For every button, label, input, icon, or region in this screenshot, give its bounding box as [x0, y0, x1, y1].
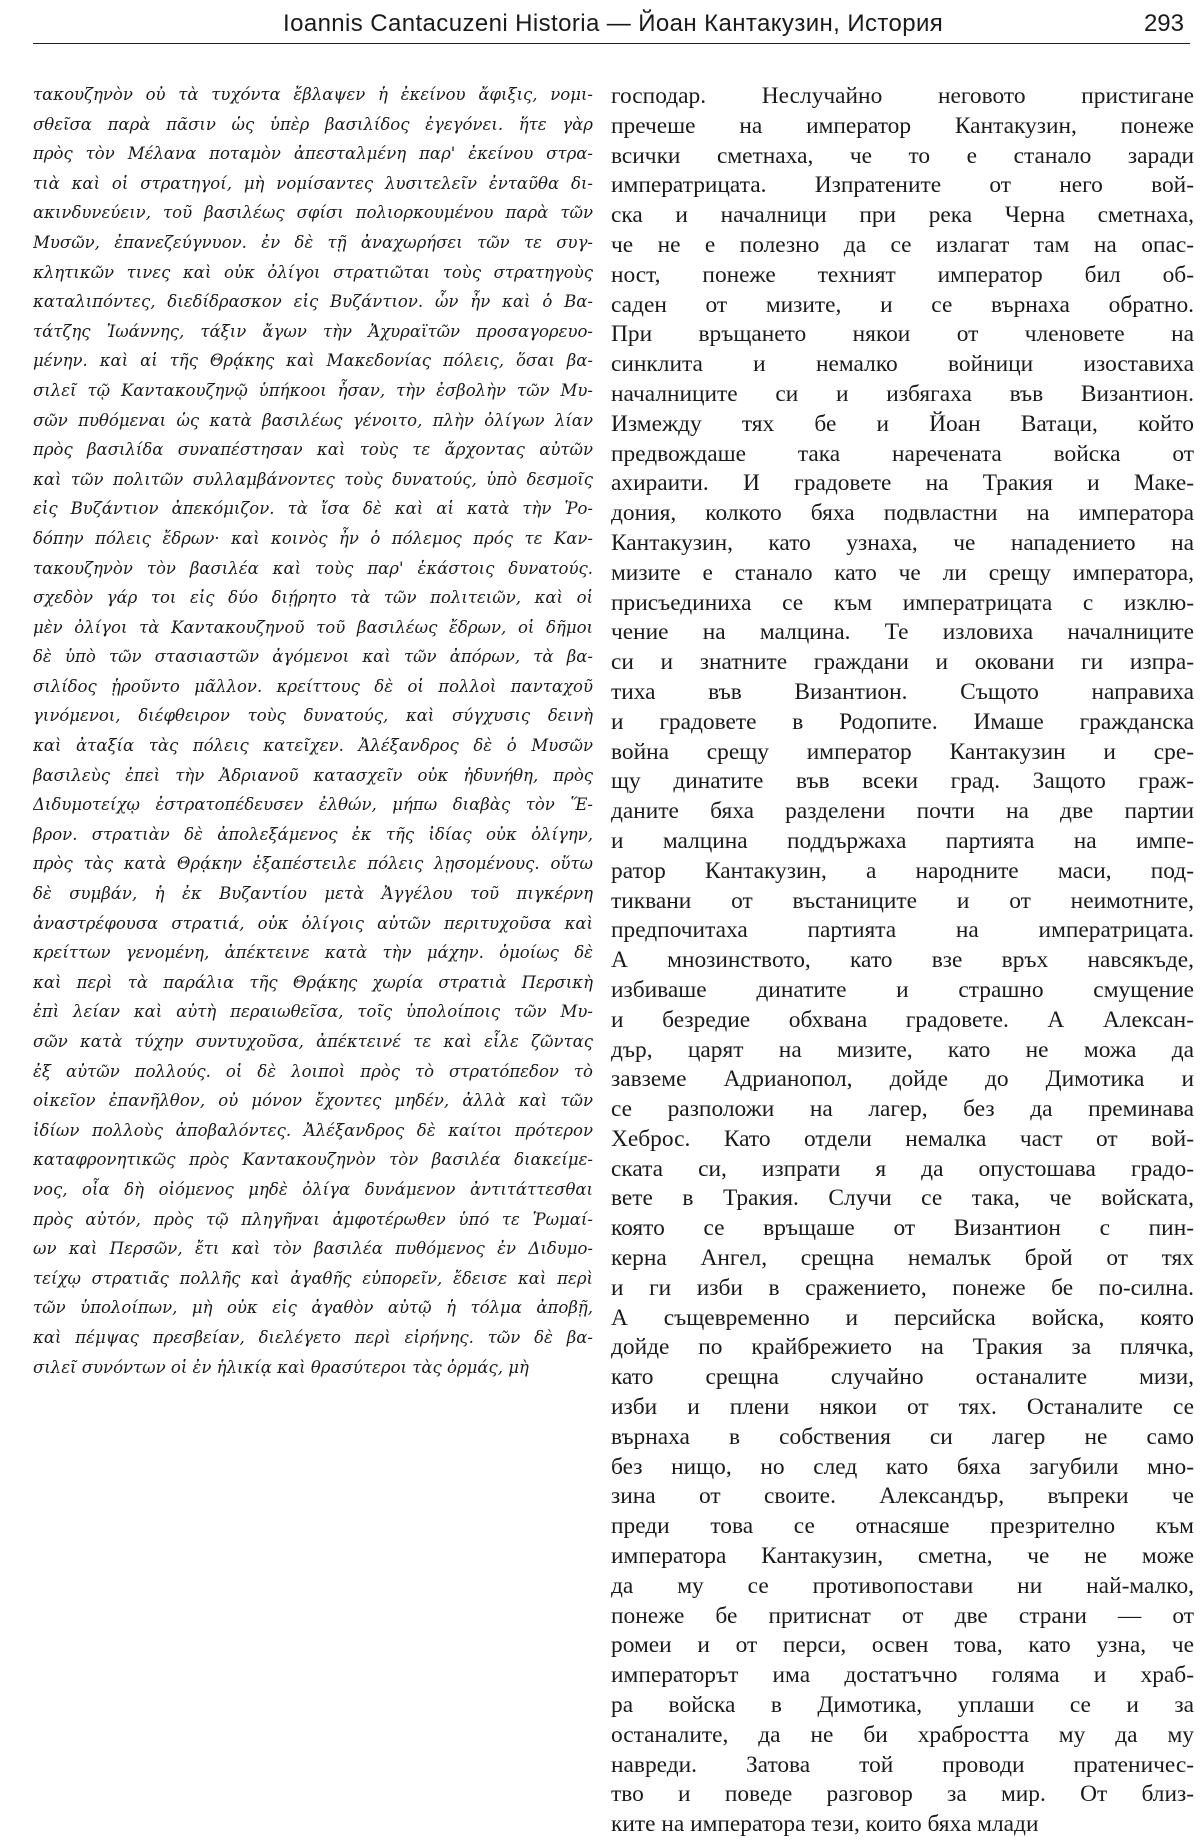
greek-text-line: σιλεῖ τῷ Καντακουζηνῷ ὑπήκοοι ἦσαν, τὴν ἐσβολὴν τῶν Μυ- — [33, 380, 593, 400]
greek-text-line: Μυσῶν, ἐπανεζεύγνυον. ἐν δὲ τῇ ἀναχωρήσει τῶν τε συγ- — [33, 232, 593, 252]
greek-text-line: ἐξ αὐτῶν πολλούς. οἱ δὲ λοιποὶ πρὸς τὸ στρατόπεδον τὸ — [33, 1061, 593, 1081]
bulgarian-text-line: А мнозинството, като взе връх навсякъде, — [611, 947, 1194, 974]
bulgarian-text-line: дония, колкото бяха подвластни на императора — [611, 500, 1194, 527]
bulgarian-text-line: и градовете в Родопите. Имаше гражданска — [611, 708, 1194, 735]
bulgarian-text-line: навреди. Затова той проводи пратеничес- — [611, 1751, 1194, 1778]
bulgarian-text-line: саден от мизите, и се върнаха обратно. — [611, 291, 1194, 318]
bulgarian-text-line: като срещна случайно останалите мизи, — [611, 1364, 1194, 1391]
bulgarian-text-line: и малцина поддържаха партията на импе- — [611, 827, 1194, 854]
bulgarian-text-line: даните бяха разделени почти на две партии — [611, 798, 1194, 825]
bulgarian-text-line: понеже бе притиснат от две страни — от — [611, 1602, 1194, 1629]
greek-text-line: τιὰ καὶ οἱ στρατηγοί, μὴ νομίσαντες λυσιτελεῖν ἐνταῦθα δι- — [33, 173, 593, 193]
bulgarian-text-line: всички сметнаха, че то е станало заради — [611, 142, 1194, 169]
bulgarian-text-line: императора Кантакузин, сметна, че не може — [611, 1543, 1194, 1570]
greek-text-line: σιλεῖ συνόντων οἱ ἐν ἡλικίᾳ καὶ θρασύτεροι τὰς ὁρμάς, μὴ — [33, 1357, 529, 1377]
bulgarian-text-line: и ги изби в сражението, понеже бе по-силна. — [611, 1274, 1194, 1301]
bulgarian-text-line: предвождаше така наречената войска от — [611, 440, 1194, 467]
bulgarian-text-line: изби и плени някои от тях. Останалите се — [611, 1394, 1194, 1421]
bulgarian-text-line: и безредие обхвана градовете. А Алексан- — [611, 1006, 1194, 1033]
greek-text-line: ἐπὶ λείαν καὶ αὐτὴ περαιωθεῖσα, τοῖς ὑπολοίποις τῶν Μυ- — [33, 1002, 593, 1022]
bulgarian-text-line: която се връщаше от Византион с пин- — [611, 1215, 1194, 1242]
greek-text-line: μὲν ὀλίγοι τὰ Καντακουζηνοῦ τοῦ βασιλέως ἔδρων, οἱ δῆμοι — [33, 617, 593, 637]
greek-text-line: νος, οἷα δὴ οἰόμενος μηδὲ ὀλίγα δυνάμενον ἀντιτάττεσθαι — [33, 1179, 593, 1199]
bulgarian-text-line: А същевременно и персийска войска, която — [611, 1304, 1194, 1331]
bulgarian-text-line: без нищо, но след като бяха загубили мно- — [611, 1453, 1194, 1480]
bulgarian-text-line: господар. Неслучайно неговото пристигане — [611, 83, 1194, 109]
bulgarian-text-line: ност, понеже техният император бил об- — [611, 261, 1194, 288]
greek-text-line: καὶ ἀταξία τὰς πόλεις κατεῖχεν. Ἀλέξανδρος δὲ ὁ Μυσῶν — [33, 736, 593, 756]
bulgarian-text-line: ратор Кантакузин, а народните маси, под- — [611, 857, 1194, 884]
greek-text-line: μένην. καὶ αἱ τῆς Θρᾴκης καὶ Μακεδονίας πόλεις, ὅσαι βα- — [33, 351, 593, 371]
bulgarian-text-line: Кантакузин, като узнаха, че нападението на — [611, 529, 1194, 556]
greek-text-line: τῶν ὑπολοίπων, μὴ οὐκ εἰς ἀγαθὸν αὐτῷ ἡ τόλμα ἀποβῇ, — [33, 1298, 593, 1318]
greek-text-line: πρὸς βασιλίδα συναπέστησαν καὶ τοὺς τε ἄρχοντας αὐτῶν — [33, 440, 593, 460]
greek-text-line: πρὸς τὰς κατὰ Θρᾴκην ἐξαπέστειλε πόλεις λῃσομένους. οὕτω — [33, 854, 593, 874]
greek-text-line: σιλίδος ᾑροῦντο μᾶλλον. κρείττους δὲ οἱ πολλοὶ πανταχοῦ — [33, 676, 593, 696]
bulgarian-text-line: тиха във Византион. Същото направиха — [611, 678, 1194, 705]
bulgarian-text-line: тиквани от въстаниците и от неимотните, — [611, 887, 1194, 914]
greek-text-line: πρὸς αὐτόν, πρὸς τῷ πληγῆναι ἀμφοτέρωθεν ὑπό τε Ῥωμαί- — [33, 1209, 593, 1229]
bulgarian-text-line: началниците си и избягаха във Византион. — [611, 380, 1194, 407]
greek-text-line: τείχῳ στρατιᾶς πολλῆς καὶ ἀγαθῆς εὐπορεῖν, ἔδεισε καὶ περὶ — [33, 1268, 593, 1288]
bulgarian-text-line: мизите е станало като че ли срещу императора, — [611, 559, 1194, 586]
greek-text-line: γινόμενοι, διέφθειρον τοὺς δυνατούς, καὶ σύγχυσις δεινὴ — [33, 706, 593, 726]
bulgarian-text-line: императрицата. Изпратените от него вой- — [611, 172, 1194, 199]
bulgarian-text-line: върнаха в собствения си лагер не само — [611, 1423, 1194, 1450]
bulgarian-text-line: завземе Адрианопол, дойде до Димотика и — [611, 1066, 1194, 1093]
greek-text-line: δόπην πόλεις ἔδρων· καὶ κοινὸς ἦν ὁ πόλεμος πρός τε Καν- — [33, 528, 593, 548]
greek-text-line: τακουζηνὸν οὐ τὰ τυχόντα ἔβλαψεν ἡ ἐκείνου ἄφιξις, νομι- — [33, 85, 593, 104]
bulgarian-text-line: ска и началници при река Черна сметнаха, — [611, 202, 1194, 229]
greek-text-line: δὲ ὑπὸ τῶν στασιαστῶν ἀγόμενοι καὶ τῶν ἀπόρων, τὰ βα- — [33, 647, 593, 667]
greek-text-line: σῶν κατὰ τύχην συντυχοῦσα, ἀπέκτεινέ τε καὶ εἷλε ζῶντας — [33, 1032, 593, 1051]
greek-text-line: καταφρονητικῶς πρὸς Καντακουζηνὸν τὸν βασιλέα διακείμε- — [33, 1150, 593, 1170]
greek-text-line: κρείττων γενομένη, ἀπέκτεινε κατὰ τὴν μάχην. ὁμοίως δὲ — [33, 943, 593, 963]
greek-text-line: πρὸς τὸν Μέλανα ποταμὸν ἀπεσταλμένη παρ' ἐκείνου στρα- — [33, 144, 593, 164]
bulgarian-text-line: зина от своите. Александър, въпреки че — [611, 1483, 1194, 1510]
bulgarian-text-line: ромеи и от перси, освен това, като узна, че — [611, 1632, 1194, 1659]
greek-text-line: σχεδὸν γάρ τοι εἰς δύο διῄρητο τὰ τῶν πολιτειῶν, καὶ οἱ — [33, 588, 593, 608]
page-number: 293 — [1143, 10, 1184, 37]
greek-text-line: καταλιπόντες, διεδίδρασκον εἰς Βυζάντιον. ὧν ἦν καὶ ὁ Βα- — [33, 292, 593, 312]
bulgarian-text-line: си и знатните граждани и оковани ги изпра- — [611, 649, 1194, 676]
running-header — [33, 7, 1190, 44]
running-title: Ioannis Cantacuzeni Historia — Йоан Кантакузин, История — [283, 10, 944, 37]
bulgarian-text-line: избиваше динатите и страшно смущение — [611, 976, 1194, 1003]
greek-text-line: βασιλεὺς ἐπεὶ τὴν Ἀδριανοῦ κατασχεῖν οὐκ ἠδυνήθη, πρὸς — [33, 765, 593, 785]
bulgarian-text-line: пречеше на император Кантакузин, понеже — [611, 112, 1194, 139]
greek-text-line: βρον. στρατιὰν δὲ ἀπολεξάμενος ἐκ τῆς ἰδίας οὐκ ὀλίγην, — [33, 824, 593, 844]
bulgarian-text-line: ахираити. И градовете на Тракия и Маке- — [611, 470, 1194, 497]
bulgarian-text-line: да му се противопостави ни най-малко, — [611, 1572, 1194, 1599]
bulgarian-text-line: синклита и немалко войници изоставиха — [611, 351, 1194, 378]
bulgarian-text-line: чение на малцина. Те изловиха началниците — [611, 619, 1194, 646]
bulgarian-text-line: ките на императора тези, които бяха млади — [611, 1811, 1039, 1838]
bulgarian-text-line: преди това се отнасяше презрително към — [611, 1513, 1194, 1540]
bulgarian-text-line: императорът има достатъчно голяма и храб- — [611, 1662, 1194, 1689]
greek-text-line: καὶ τῶν πολιτῶν συλλαμβάνοντες τοὺς δυνατούς, ὑπὸ δεσμοῖς — [33, 469, 593, 489]
greek-text-line: οἰκεῖον ἐπανῆλθον, οὐ μόνον ἔχοντες μηδέν, ἀλλὰ καὶ τῶν — [33, 1091, 593, 1111]
bulgarian-text-line: дойде по крайбрежието на Тракия за плячка, — [611, 1334, 1194, 1361]
greek-text-column — [33, 80, 593, 1382]
bulgarian-text-line: вете в Тракия. Случи се така, че войската, — [611, 1185, 1194, 1212]
greek-text-line: δὲ συμβάν, ἡ ἐκ Βυζαντίου μετὰ Ἀγγέλου τοῦ πιγκέρνη — [33, 884, 593, 904]
bulgarian-text-line: ра войска в Димотика, уплаши се и за — [611, 1692, 1194, 1719]
bulgarian-text-line: предпочитаха партията на императрицата. — [611, 917, 1194, 944]
greek-text-line: σῶν πυθόμεναι ὡς κατὰ βασιλέως γένοιτο, πλὴν ὀλίγων λίαν — [33, 410, 593, 430]
bulgarian-text-line: дър, царят на мизите, като не можа да — [611, 1036, 1194, 1063]
bulgarian-text-line: При връщането някои от членовете на — [611, 321, 1194, 348]
greek-text-line: ἀναστρέφουσα στρατιά, οὐκ ὀλίγοις αὐτῶν περιτυχοῦσα καὶ — [33, 913, 593, 933]
bulgarian-text-line: останалите, да не би храбростта му да му — [611, 1721, 1194, 1748]
greek-text-line: τακουζηνὸν τὸν βασιλέα καὶ τοὺς παρ' ἑκάστοις δυνατούς. — [33, 558, 593, 578]
bulgarian-text-line: ската си, изпрати я да опустошава градо- — [611, 1155, 1194, 1182]
bulgarian-text-line: че не е полезно да се излагат там на опас- — [611, 231, 1194, 258]
bulgarian-text-line: война срещу император Кантакузин и сре- — [611, 738, 1194, 765]
bulgarian-text-line: тво и поведе разговор за мир. От близ- — [611, 1781, 1194, 1808]
greek-text-line: σθεῖσα παρὰ πᾶσιν ὡς ὑπὲρ βασιλίδος ἐγεγόνει. ἥτε γὰρ — [33, 114, 593, 134]
bulgarian-text-line: щу динатите във всеки град. Защото граж- — [611, 768, 1194, 795]
bulgarian-text-line: керна Ангел, срещна немалък брой от тях — [611, 1245, 1194, 1272]
greek-text-line: κλητικῶν τινες καὶ οὐκ ὀλίγοι στρατιῶται τοὺς στρατηγοὺς — [33, 262, 593, 282]
greek-text-line: καὶ περὶ τὰ παράλια τῆς Θρᾴκης χωρία στρατιὰ Περσικὴ — [33, 972, 593, 992]
bulgarian-text-line: се разположи на лагер, без да преминава — [611, 1096, 1194, 1123]
greek-text-line: ων καὶ Περσῶν, ἔτι καὶ τὸν βασιλέα πυθόμενος ἐν Διδυμο- — [33, 1239, 593, 1259]
greek-text-line: τάτζης Ἰωάννης, τάξιν ἄγων τὴν Ἀχυραϊτῶν προσαγορευο- — [33, 321, 593, 341]
bulgarian-text-line: присъединиха се към императрицата с изклю- — [611, 589, 1194, 616]
greek-text-line: ἰδίων πολλοὺς ἀποβαλόντες. Ἀλέξανδρος δὲ καίτοι πρότερον — [33, 1120, 593, 1140]
greek-text-line: καὶ πέμψας πρεσβείαν, διελέγετο περὶ εἰρήνης. τῶν δὲ βα- — [33, 1327, 593, 1347]
greek-text-line: εἰς Βυζάντιον ἀπεκόμιζον. τὰ ἴσα δὲ καὶ αἱ κατὰ τὴν Ῥο- — [33, 499, 593, 519]
bulgarian-text-line: Хеброс. Като отдели немалка част от вой- — [611, 1125, 1194, 1152]
bulgarian-text-column — [611, 82, 1194, 1840]
greek-text-line: Διδυμοτείχῳ ἐστρατοπέδευσεν ἐλθών, μήπω διαβὰς τὸν Ἕ- — [33, 795, 593, 815]
bulgarian-text-line: Измежду тях бе и Йоан Ватаци, който — [611, 410, 1194, 437]
greek-text-line: ακινδυνεύειν, τοῦ βασιλέως σφίσι πολιορκουμένου παρὰ τῶν — [33, 203, 593, 223]
